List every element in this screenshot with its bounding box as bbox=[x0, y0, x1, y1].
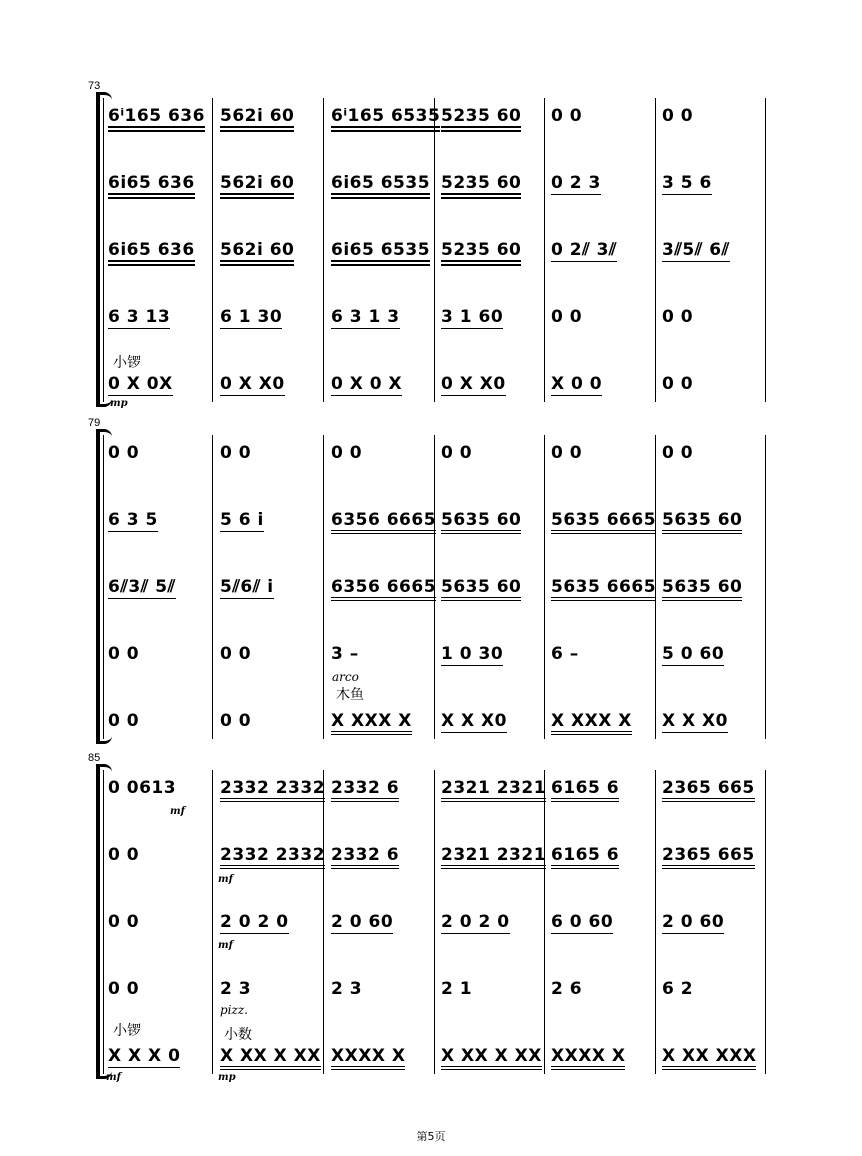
note-group: 6 – bbox=[551, 644, 579, 664]
note-group: 6ⁱ165 6535 bbox=[331, 106, 440, 132]
note-group: 0 X 0 X bbox=[331, 374, 403, 394]
note-group: 5635 6665 bbox=[551, 577, 656, 601]
note-group: 3 – bbox=[331, 644, 359, 664]
note-group: 5635 60 bbox=[441, 510, 521, 534]
note-group: 0 0 bbox=[662, 106, 694, 126]
note-group: XXXX X bbox=[331, 1046, 405, 1070]
note-group: 0 X 0X bbox=[108, 374, 173, 394]
measure-number: 73 bbox=[88, 80, 101, 92]
note-group: 6i65 636 bbox=[108, 240, 195, 266]
note-group: 562i 60 bbox=[220, 173, 294, 199]
note-group: 2 0 2 0 bbox=[220, 912, 289, 932]
note-group: X XXX X bbox=[331, 711, 412, 735]
note-group: 6ⁱ165 636 bbox=[108, 106, 205, 132]
note-group: XXXX X bbox=[551, 1046, 625, 1070]
note-group: 0 0 bbox=[551, 307, 583, 327]
note-group: 0 2 3 bbox=[551, 173, 601, 193]
barline bbox=[323, 435, 324, 739]
dynamic-mf-perc: mf bbox=[106, 1072, 121, 1083]
note-group: 6i65 636 bbox=[108, 173, 195, 199]
note-group: 0 0 bbox=[108, 644, 140, 664]
note-group: 3 1 60 bbox=[441, 307, 504, 327]
barline bbox=[434, 98, 435, 402]
note-group: 6 3 1 3 bbox=[331, 307, 400, 327]
note-group: 2 0 2 0 bbox=[441, 912, 510, 932]
note-group: 5 6 i bbox=[220, 510, 264, 530]
note-group: 0 0 bbox=[220, 443, 252, 463]
note-group: 5635 60 bbox=[441, 577, 521, 601]
note-group: 2332 6 bbox=[331, 845, 399, 869]
system-bracket bbox=[96, 770, 100, 1074]
barline bbox=[212, 435, 213, 739]
note-group: 5635 60 bbox=[662, 577, 742, 601]
note-group: 0 X X0 bbox=[441, 374, 506, 394]
system-bracket-thin bbox=[103, 98, 104, 402]
note-group: X XXX X bbox=[551, 711, 632, 735]
barline bbox=[765, 435, 766, 739]
note-group: X X X0 bbox=[441, 711, 507, 731]
note-group: X XX X XX bbox=[441, 1046, 542, 1070]
perc-label-xiaoluo: 小锣 bbox=[113, 355, 141, 371]
system-bracket-thin bbox=[103, 770, 104, 1074]
barline bbox=[323, 98, 324, 402]
bracket-hook-top bbox=[96, 429, 112, 438]
note-group: 3⫽5⫽ 6⫽ bbox=[662, 240, 730, 260]
note-group: 0 X X0 bbox=[220, 374, 285, 394]
page-footer: 第5页 bbox=[416, 1130, 446, 1143]
barline bbox=[544, 770, 545, 1074]
note-group: 562i 60 bbox=[220, 106, 294, 132]
note-group: 2365 665 bbox=[662, 778, 755, 802]
barline bbox=[544, 98, 545, 402]
note-group: 5235 60 bbox=[441, 240, 521, 266]
note-group: 2332 6 bbox=[331, 778, 399, 802]
note-group: X XX X XX bbox=[220, 1046, 321, 1070]
note-group: 0 0 bbox=[220, 644, 252, 664]
dynamic-mf-third: mf bbox=[218, 940, 233, 951]
note-group: 6 2 bbox=[662, 979, 694, 999]
system-bracket bbox=[96, 435, 100, 739]
barline bbox=[544, 435, 545, 739]
barline bbox=[765, 98, 766, 402]
dynamic-mf-second: mf bbox=[218, 874, 233, 885]
note-group: 3 5 6 bbox=[662, 173, 712, 193]
bracket-hook-bottom bbox=[96, 735, 112, 744]
note-group: 2332 2332 bbox=[220, 845, 325, 869]
note-group: 6165 6 bbox=[551, 778, 619, 802]
note-group: 5235 60 bbox=[441, 173, 521, 199]
note-group: 5 0 60 bbox=[662, 644, 725, 664]
barline bbox=[212, 770, 213, 1074]
note-group: 2321 2321 bbox=[441, 845, 546, 869]
note-group: 0 0 bbox=[331, 443, 363, 463]
system-bracket-thin bbox=[103, 435, 104, 739]
note-group: 0 0 bbox=[662, 307, 694, 327]
note-group: 0 0 bbox=[662, 443, 694, 463]
measure-number: 79 bbox=[88, 417, 101, 429]
barline bbox=[655, 770, 656, 1074]
measure-number: 85 bbox=[88, 752, 101, 764]
dynamic-mf-top: mf bbox=[170, 806, 185, 817]
note-group: 5635 60 bbox=[662, 510, 742, 534]
note-group: 6 0 60 bbox=[551, 912, 614, 932]
note-group: 5635 6665 bbox=[551, 510, 656, 534]
perc-label-muyu: 木鱼 bbox=[336, 687, 364, 703]
barline bbox=[765, 770, 766, 1074]
note-group: 562i 60 bbox=[220, 240, 294, 266]
pizz-label: pizz. bbox=[220, 1003, 248, 1017]
perc-label-xiaogu: 小数 bbox=[224, 1027, 252, 1043]
dynamic-mp: mp bbox=[110, 398, 128, 409]
bracket-hook-top bbox=[96, 92, 112, 101]
note-group: 0 0 bbox=[662, 374, 694, 394]
note-group: X XX XXX bbox=[662, 1046, 756, 1070]
note-group: 2 1 bbox=[441, 979, 473, 999]
note-group: 0 0 bbox=[108, 711, 140, 731]
note-group: 1 0 30 bbox=[441, 644, 504, 664]
note-group: 5⫽6⫽ i bbox=[220, 577, 274, 597]
note-group: 6 1 30 bbox=[220, 307, 283, 327]
note-group: 6⫽3⫽ 5⫽ bbox=[108, 577, 176, 597]
note-group: 0 0 bbox=[108, 443, 140, 463]
note-group: X 0 0 bbox=[551, 374, 603, 394]
note-group: 2321 2321 bbox=[441, 778, 546, 802]
note-group: 6i65 6535 bbox=[331, 240, 430, 266]
note-group: 0 0 bbox=[108, 979, 140, 999]
note-group: 2365 665 bbox=[662, 845, 755, 869]
note-group: 0 0 bbox=[551, 443, 583, 463]
note-group: 6 3 5 bbox=[108, 510, 158, 530]
note-group: 2 0 60 bbox=[662, 912, 725, 932]
note-group: 2 6 bbox=[551, 979, 583, 999]
barline bbox=[434, 770, 435, 1074]
note-group: 0 0 bbox=[108, 845, 140, 865]
note-group: 2332 2332 bbox=[220, 778, 325, 802]
note-group: 0 0 bbox=[108, 912, 140, 932]
note-group: 2 3 bbox=[220, 979, 252, 999]
perc-label-xiaoluo-2: 小锣 bbox=[113, 1023, 141, 1039]
arco-label: arco bbox=[332, 670, 359, 684]
barline bbox=[655, 98, 656, 402]
bracket-hook-top bbox=[96, 764, 112, 773]
note-group: X X X 0 bbox=[108, 1046, 181, 1066]
note-group: 0 0 bbox=[441, 443, 473, 463]
note-group: 0 2⫽ 3⫽ bbox=[551, 240, 617, 260]
note-group: 2 3 bbox=[331, 979, 363, 999]
note-group: 0 0 bbox=[220, 711, 252, 731]
note-group: 2 0 60 bbox=[331, 912, 394, 932]
note-group: 0 0 bbox=[551, 106, 583, 126]
system-bracket bbox=[96, 98, 100, 402]
note-group: 0 0613 bbox=[108, 778, 177, 798]
note-group: 6i65 6535 bbox=[331, 173, 430, 199]
note-group: 6 3 13 bbox=[108, 307, 171, 327]
barline bbox=[212, 98, 213, 402]
note-group: 5235 60 bbox=[441, 106, 521, 132]
barline bbox=[323, 770, 324, 1074]
dynamic-mp-perc: mp bbox=[218, 1072, 236, 1083]
note-group: 6356 6665 bbox=[331, 510, 436, 534]
note-group: X X X0 bbox=[662, 711, 728, 731]
note-group: 6165 6 bbox=[551, 845, 619, 869]
note-group: 6356 6665 bbox=[331, 577, 436, 601]
